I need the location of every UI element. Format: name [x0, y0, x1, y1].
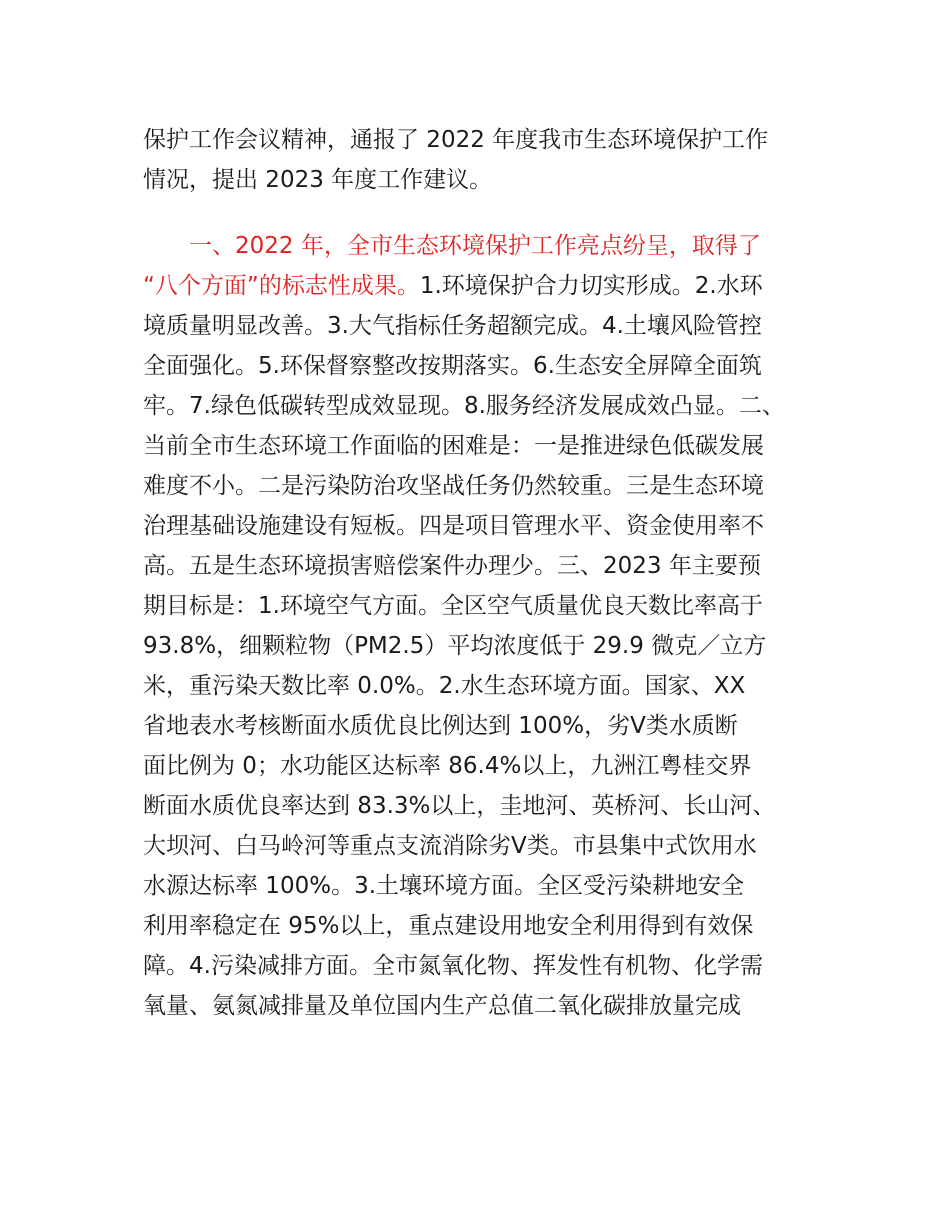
text-line: 当前全市生态环境工作面临的困难是：一是推进绿色低碳发展	[143, 433, 764, 459]
text-line: 牢。7.绿色低碳转型成效显现。8.服务经济发展成效凸显。二、	[143, 393, 785, 419]
text-line: 全面强化。5.环保督察整改按期落实。6.生态安全屏障全面筑	[143, 353, 762, 379]
text-line: 利用率稳定在 95%以上，重点建设用地安全利用得到有效保	[143, 913, 754, 939]
section-heading-line: 一、2022 年，全市生态环境保护工作亮点纷呈，取得了	[143, 233, 761, 259]
text-line: 障。4.污染减排方面。全市氮氧化物、挥发性有机物、化学需	[143, 953, 763, 979]
text-line: 水源达标率 100%。3.土壤环境方面。全区受污染耕地安全	[143, 873, 745, 899]
text-line: 大坝河、白马岭河等重点支流消除劣V类。市县集中式饮用水	[143, 833, 757, 859]
section-heading-emphasis: “八个方面”的标志性成果。	[143, 273, 420, 299]
text-line: 期目标是：1.环境空气方面。全区空气质量优良天数比率高于	[143, 593, 763, 619]
paragraph-main	[143, 226, 815, 1026]
text-line: 高。五是生态环境损害赔偿案件办理少。三、2023 年主要预	[143, 553, 761, 579]
text-line: 氧量、氨氮减排量及单位国内生产总值二氧化碳排放量完成	[143, 993, 741, 1019]
text-line-rest: 1.环境保护合力切实形成。2.水环	[419, 273, 763, 299]
text-line: 93.8%，细颗粒物（PM2.5）平均浓度低于 29.9 微克／立方	[143, 633, 767, 659]
text-line: 断面水质优良率达到 83.3%以上，圭地河、英桥河、长山河、	[143, 793, 776, 819]
text-line: 省地表水考核断面水质优良比例达到 100%，劣Ⅴ类水质断	[143, 713, 738, 739]
text-line	[143, 266, 815, 306]
text-line: 境质量明显改善。3.大气指标任务超额完成。4.土壤风险管控	[143, 313, 762, 339]
text-line: 难度不小。二是污染防治攻坚战任务仍然较重。三是生态环境	[143, 473, 764, 499]
text-line: 情况，提出 2023 年度工作建议。	[143, 167, 493, 193]
text-line: 治理基础设施建设有短板。四是项目管理水平、资金使用率不	[143, 513, 764, 539]
paragraph-intro	[143, 120, 815, 200]
text-line: 面比例为 0；水功能区达标率 86.4%以上，九洲江粤桂交界	[143, 753, 752, 779]
text-line: 米，重污染天数比率 0.0%。2.水生态环境方面。国家、XX	[143, 673, 746, 699]
text-line: 保护工作会议精神，通报了 2022 年度我市生态环境保护工作	[143, 127, 769, 153]
